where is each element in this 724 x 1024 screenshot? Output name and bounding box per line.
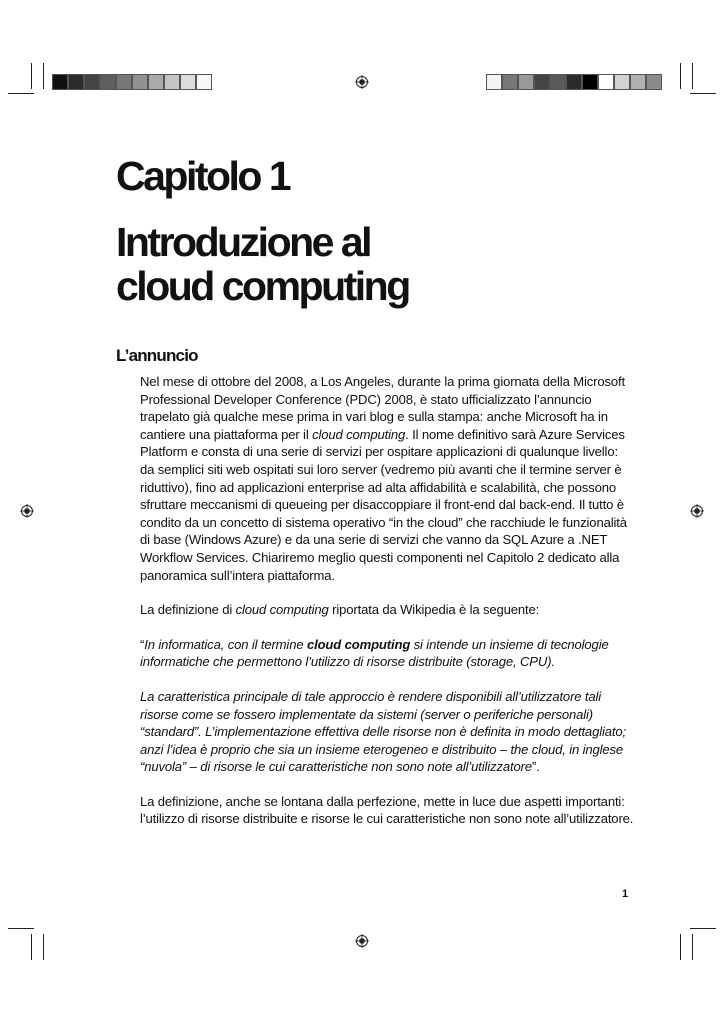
color-swatch <box>100 74 116 90</box>
section-heading: L’annuncio <box>116 346 198 365</box>
term-emphasis: cloud computing <box>235 602 329 618</box>
color-swatch <box>132 74 148 90</box>
chapter-label: Capitolo 1 <box>116 153 290 199</box>
color-swatch <box>646 74 662 90</box>
quote-paragraph: “In informatica, con il termine cloud computing si intende un insieme di tecnologie informatiche che permettono l’utilizzo di risorse distribuite (storage, CPU). <box>140 636 609 670</box>
registration-mark-icon <box>20 504 34 518</box>
color-swatch <box>582 74 598 90</box>
color-swatch <box>614 74 630 90</box>
color-swatch <box>164 74 180 90</box>
color-swatch <box>518 74 534 90</box>
color-swatch <box>598 74 614 90</box>
quote-paragraph: La caratteristica principale di tale approccio è rendere disponibili all’utilizzatore tali risorse come se fossero implementate da sistemi (server o periferiche personali) “standard”. L’implementazione effettiva delle risorse non è definita in modo dettagliato; anzi l’idea è proprio che sia un insieme eterogeneo e distribuito – the cloud, in inglese “nuvola” – di risorse le cui caratteristiche non sono note all’utilizzatore”. <box>140 688 626 775</box>
color-swatch <box>486 74 502 90</box>
term-strong: cloud computing <box>306 636 411 652</box>
color-swatch <box>180 74 196 90</box>
body-text <box>140 373 635 845</box>
registration-mark-icon <box>355 934 369 948</box>
color-bar-left <box>52 74 212 90</box>
color-swatch <box>196 74 212 90</box>
color-swatch <box>502 74 518 90</box>
color-swatch <box>534 74 550 90</box>
chapter-title <box>116 220 409 308</box>
page-number: 1 <box>622 888 629 900</box>
color-swatch <box>148 74 164 90</box>
color-swatch <box>84 74 100 90</box>
paragraph: Nel mese di ottobre del 2008, a Los Angeles, durante la prima giornata della Microsoft Professional Developer Conference (PDC) 2008, è stato ufficializzato l’annuncio trapelato già qualche mese prima in vari blog e sulla stampa: anche Microsoft ha in cantiere una piattaforma per il cloud computing. Il nome definitivo sarà Azure Services Platform e consta di una serie di servizi per ospitare applicazioni di qualunque livello: da semplici siti web ospitati sui loro server (vedremo più avanti che il termine server è riduttivo), fino ad applicazioni enterprise ad alta affidabilità e scalabilità, che possono sfruttare meccanismi di queueing per disaccoppiare il front-end dal back-end. Il tutto è condito da un concetto di sistema operativo “in the cloud” che racchiude le funzionalità di base (Windows Azure) e da una serie di servizi che vanno da SQL Azure a .NET Workflow Services. Chiariremo meglio questi componenti nel Capitolo 2 dedicato alla panoramica sull’intera piattaforma. <box>140 374 627 583</box>
color-swatch <box>116 74 132 90</box>
color-swatch <box>566 74 582 90</box>
color-swatch <box>630 74 646 90</box>
term-emphasis: cloud computing <box>312 426 406 442</box>
color-bar-right <box>486 74 662 90</box>
color-swatch <box>52 74 68 90</box>
registration-mark-icon <box>355 75 369 89</box>
chapter-title-line: Introduzione al <box>116 219 371 265</box>
chapter-title-line: cloud computing <box>116 263 409 309</box>
color-swatch <box>550 74 566 90</box>
paragraph: La definizione di cloud computing riportata da Wikipedia è la seguente: <box>140 602 540 618</box>
color-swatch <box>68 74 84 90</box>
registration-mark-icon <box>690 504 704 518</box>
paragraph: La definizione, anche se lontana dalla perfezione, mette in luce due aspetti importanti: l’utilizzo di risorse distribuite e risorse le cui caratteristiche non sono note all’utilizzatore. <box>140 793 634 827</box>
